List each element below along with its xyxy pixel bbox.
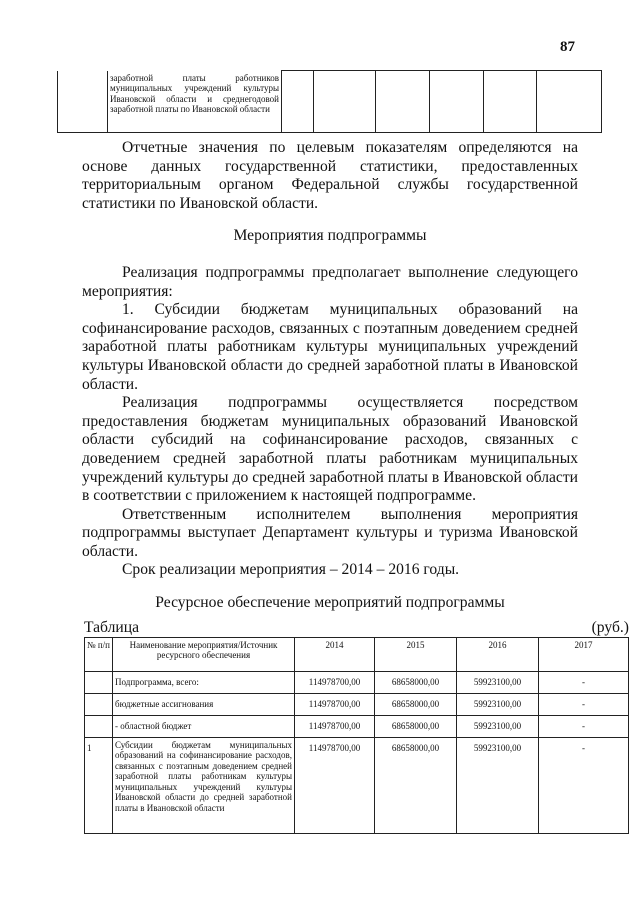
units-label: (руб.) (591, 618, 629, 636)
cell-2014: 114978700,00 (295, 693, 375, 715)
table-heading: Ресурсное обеспечение мероприятий подпрограммы (155, 594, 505, 612)
cell-2015: 68658000,00 (375, 693, 457, 715)
paragraph-responsible: Ответственным исполнителем выполнения мероприятия подпрограммы выступает Департамент культуры и туризма Ивановской области. (82, 505, 578, 560)
cell-2015: 68658000,00 (375, 715, 457, 737)
paragraph-reporting: Отчетные значения по целевым показателям определяются на основе данных государственной статистики, предоставленных территориальным органом Федеральной службы государственной статистики по Ивановской области. (82, 139, 578, 212)
paragraph-measure-1: 1. Субсидии бюджетам муниципальных образований на софинансирование расходов, связанных с поэтапным доведением средней заработной платы работникам культуры муниципальных учреждений культуры Ивановской области до средней заработной платы в Ивановской области. (82, 301, 578, 393)
cell-2014: 114978700,00 (295, 671, 375, 693)
document-body (82, 139, 578, 613)
table-row (85, 737, 629, 833)
cell-no: 1 (85, 737, 113, 833)
continued-indicator-table (57, 70, 602, 133)
header-2015: 2015 (375, 637, 457, 671)
cell-2016: 59923100,00 (457, 715, 539, 737)
cell-2014: 114978700,00 (295, 737, 375, 833)
resource-table (84, 637, 629, 834)
cell-no (85, 693, 113, 715)
cell-no (85, 671, 113, 693)
header-2017: 2017 (539, 637, 629, 671)
table-label: Таблица (84, 618, 139, 636)
cell-2017: - (539, 671, 629, 693)
header-2016: 2016 (457, 637, 539, 671)
paragraph-intro: Реализация подпрограммы предполагает выполнение следующего мероприятия: (82, 263, 578, 300)
page-number: 87 (560, 39, 575, 55)
table-header-row (85, 637, 629, 671)
table-caption-row (84, 619, 629, 637)
cell-2017: - (539, 715, 629, 737)
cell-no (85, 715, 113, 737)
cell-name: Субсидии бюджетам муниципальных образований на софинансирование расходов, связанных с поэтапным доведением средней заработной платы работникам культуры муниципальных учреждений культуры Ивановской области до средней заработной платы в Ивановской области (113, 737, 295, 833)
header-no: № п/п (85, 637, 113, 671)
cell-name: - областной бюджет (113, 715, 295, 737)
indicator-name-cell: заработной платы работников муниципальных учреждений культуры Ивановской области и среднегодовой заработной платы по Ивановской области (108, 71, 282, 133)
cell-2016: 59923100,00 (457, 693, 539, 715)
cell-name: бюджетные ассигнования (113, 693, 295, 715)
cell-2014: 114978700,00 (295, 715, 375, 737)
paragraph-timeline: Срок реализации мероприятия – 2014 – 2016 годы. (122, 561, 460, 579)
header-name: Наименование мероприятия/Источник ресурсного обеспечения (113, 637, 295, 671)
cell-2016: 59923100,00 (457, 671, 539, 693)
header-2014: 2014 (295, 637, 375, 671)
paragraph-implementation: Реализация подпрограммы осуществляется посредством предоставления бюджетам муниципальных образований Ивановской области субсидий на софинансирование расходов, связанных с доведением средней заработной платы работникам муниципальных учреждений культуры до средней заработной платы в Ивановской области в соответствии с приложением к настоящей подпрограмме. (82, 394, 578, 505)
cell-name: Подпрограмма, всего: (113, 671, 295, 693)
section-heading: Мероприятия подпрограммы (233, 227, 427, 245)
table-row (85, 715, 629, 737)
cell-2015: 68658000,00 (375, 671, 457, 693)
cell-2017: - (539, 737, 629, 833)
cell-2017: - (539, 693, 629, 715)
cell-2015: 68658000,00 (375, 737, 457, 833)
table-row (85, 671, 629, 693)
table-row (85, 693, 629, 715)
cell-2016: 59923100,00 (457, 737, 539, 833)
